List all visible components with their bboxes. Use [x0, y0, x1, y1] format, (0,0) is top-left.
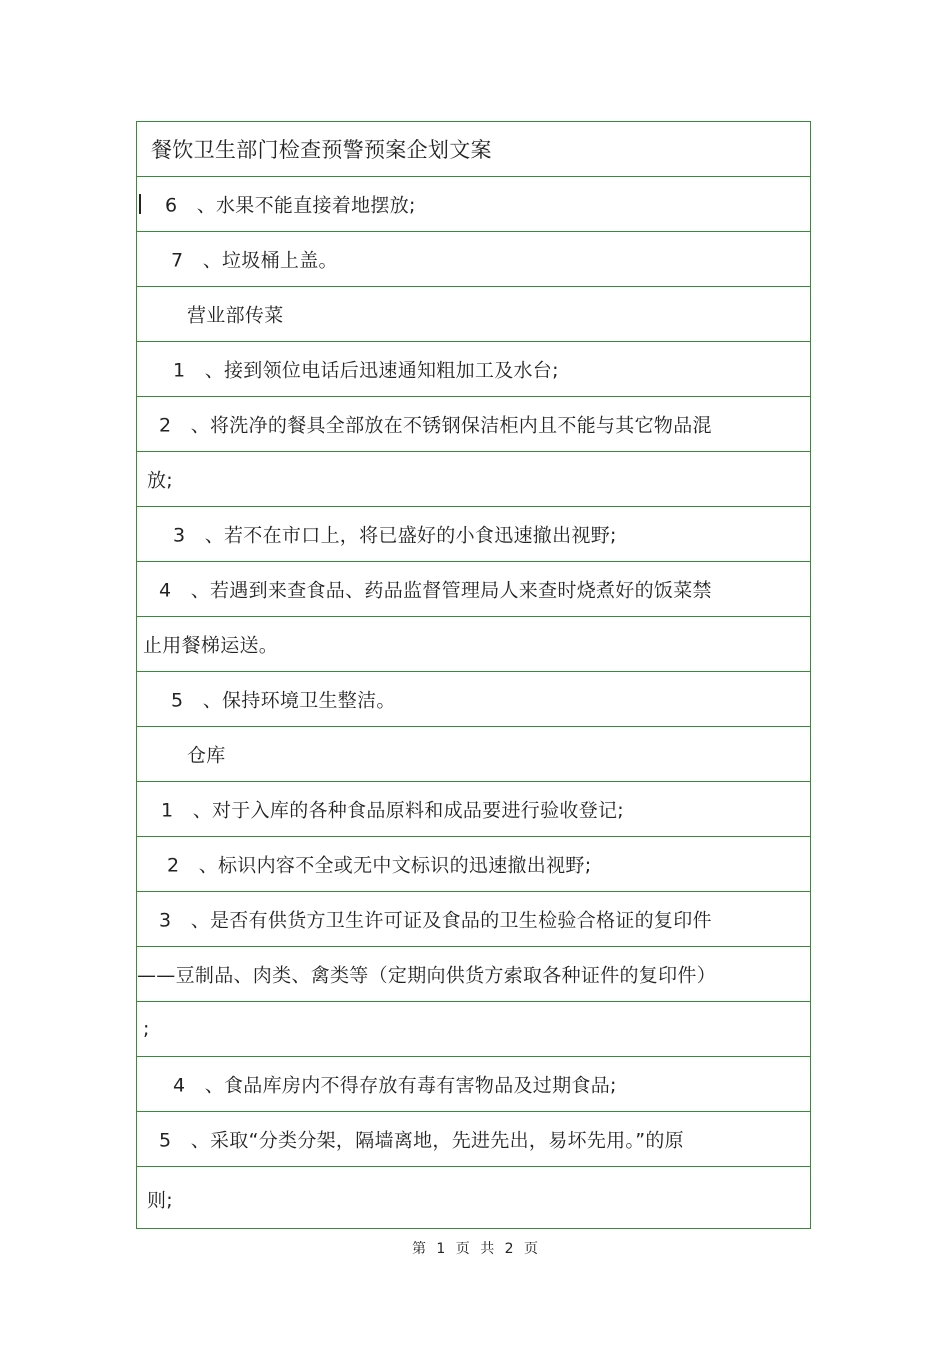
- list-item: [137, 1057, 810, 1112]
- section-heading-row: [137, 727, 810, 782]
- item-text: 1 、接到领位电话后迅速通知粗加工及水台;: [173, 359, 559, 382]
- item-text: 4 、若遇到来查食品、药品监督管理局人来查时烧煮好的饭菜禁: [159, 579, 712, 602]
- item-text: 7 、垃圾桶上盖。: [171, 249, 338, 272]
- footer-ye: 页: [455, 1241, 470, 1257]
- item-text: 1 、对于入库的各种食品原料和成品要进行验收登记;: [161, 799, 624, 822]
- item-text: 止用餐梯运送。: [143, 634, 279, 657]
- list-item: [137, 342, 810, 397]
- item-text: 3 、若不在市口上，将已盛好的小食迅速撤出视野;: [173, 524, 617, 547]
- list-item: [137, 892, 810, 947]
- document-frame: [136, 121, 811, 1229]
- footer-di: 第: [411, 1241, 426, 1257]
- list-item-continuation: [137, 452, 810, 507]
- section-heading-row: [137, 287, 810, 342]
- title-row: [137, 122, 810, 177]
- section-heading: 仓库: [187, 744, 226, 767]
- footer-ye2: 页: [524, 1241, 539, 1257]
- margin-bar-mark: [139, 194, 141, 214]
- section-heading: 营业部传菜: [187, 304, 284, 327]
- item-text: 6 、水果不能直接着地摆放;: [165, 194, 416, 217]
- list-item-continuation: [137, 1002, 810, 1057]
- list-item-continuation: [137, 617, 810, 672]
- footer-page-number: 1: [436, 1241, 446, 1257]
- item-text: 4 、食品库房内不得存放有毒有害物品及过期食品;: [173, 1074, 617, 1097]
- item-text: 放;: [147, 469, 174, 492]
- footer-total-pages: 2: [504, 1241, 514, 1257]
- page-title: 餐饮卫生部门检查预警预案企划文案: [151, 138, 492, 162]
- item-text: 5 、保持环境卫生整洁。: [171, 689, 396, 712]
- item-text: 3 、是否有供货方卫生许可证及食品的卫生检验合格证的复印件: [159, 909, 712, 932]
- item-text: 2 、将洗净的餐具全部放在不锈钢保洁柜内且不能与其它物品混: [159, 414, 712, 437]
- list-item: [137, 782, 810, 837]
- list-item-continuation: [137, 1167, 810, 1230]
- list-item: [137, 837, 810, 892]
- list-item: [137, 562, 810, 617]
- item-text: ——豆制品、肉类、禽类等（定期向供货方索取各种证件的复印件）: [137, 964, 717, 987]
- footer-gong: 共: [480, 1241, 495, 1257]
- item-text: 则;: [147, 1189, 174, 1211]
- item-text: 5 、采取“分类分架，隔墙离地，先进先出，易坏先用。”的原: [159, 1129, 684, 1152]
- list-item: [137, 397, 810, 452]
- list-item: [137, 1112, 810, 1167]
- page-footer: [0, 1238, 950, 1258]
- list-item: [137, 177, 810, 232]
- list-item: [137, 232, 810, 287]
- list-item: [137, 672, 810, 727]
- list-item-continuation: [137, 947, 810, 1002]
- item-text: ;: [143, 1018, 150, 1040]
- item-text: 2 、标识内容不全或无中文标识的迅速撤出视野;: [167, 854, 592, 877]
- list-item: [137, 507, 810, 562]
